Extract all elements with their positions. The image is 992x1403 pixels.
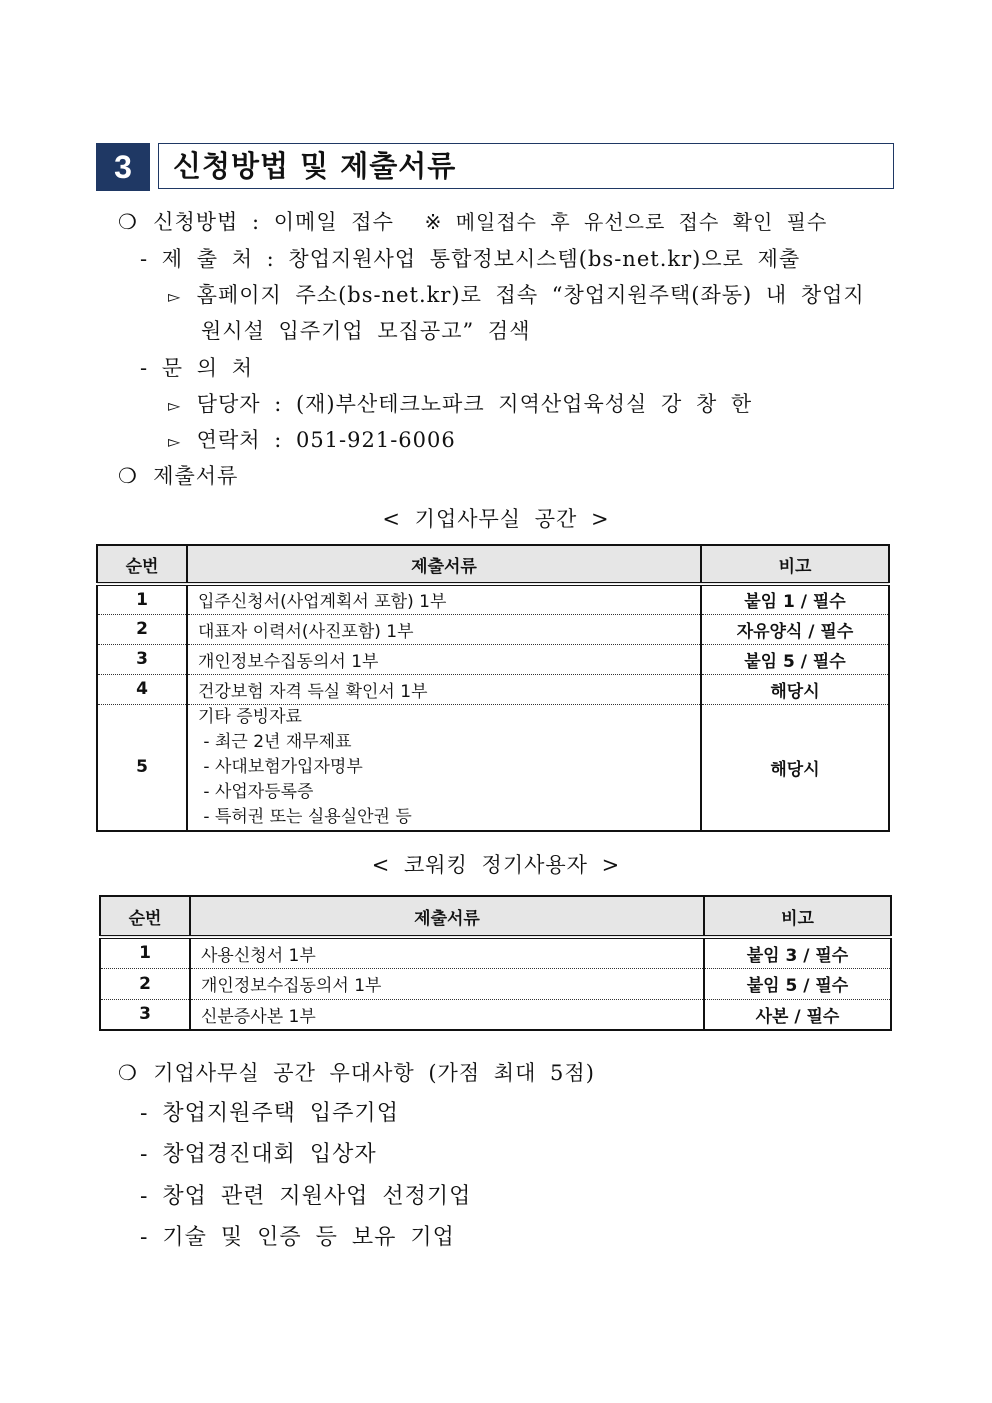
table-row bbox=[97, 704, 889, 831]
preference-item: - 창업 관련 지원사업 선정기업 bbox=[140, 1184, 472, 1209]
section-number: 3 bbox=[96, 143, 150, 191]
contact-person: 담당자 : (재)부산테크노파크 지역산업육성실 강 창 한 bbox=[196, 392, 753, 416]
table-row bbox=[97, 644, 889, 674]
row-number: 3 bbox=[100, 999, 190, 1030]
contact-person-line bbox=[168, 389, 752, 421]
triangle-marker-icon: ▻ bbox=[168, 396, 182, 415]
circle-bullet-icon: ❍ bbox=[118, 1061, 138, 1085]
row-number: 4 bbox=[97, 674, 187, 704]
table-row bbox=[100, 968, 891, 999]
column-header: 비고 bbox=[704, 896, 891, 937]
document-note: 자유양식 / 필수 bbox=[701, 614, 889, 644]
homepage-line-2: 원시설 입주기업 모집공고” 검색 bbox=[201, 319, 531, 343]
table-row bbox=[100, 999, 891, 1030]
document-note: 해당시 bbox=[701, 674, 889, 704]
column-header: 비고 bbox=[701, 545, 889, 584]
apply-method-note: ※ 메일접수 후 유선으로 접수 확인 필수 bbox=[424, 210, 828, 234]
document-note: 붙임 5 / 필수 bbox=[701, 644, 889, 674]
document-note: 붙임 3 / 필수 bbox=[704, 937, 891, 968]
contact-phone-line bbox=[168, 425, 456, 457]
document-name-list bbox=[187, 704, 701, 831]
table-row bbox=[97, 614, 889, 644]
column-header: 제출서류 bbox=[187, 545, 701, 584]
document-name: 개인정보수집동의서 1부 bbox=[187, 644, 701, 674]
section-header bbox=[96, 143, 896, 191]
row-number: 2 bbox=[97, 614, 187, 644]
document-line: - 최근 2년 재무제표 bbox=[198, 731, 352, 752]
office-docs-table bbox=[96, 544, 890, 832]
document-note: 붙임 1 / 필수 bbox=[701, 584, 889, 614]
apply-method: 신청방법 : 이메일 접수 bbox=[153, 210, 394, 234]
row-number: 1 bbox=[100, 937, 190, 968]
document-name: 입주신청서(사업계획서 포함) 1부 bbox=[187, 584, 701, 614]
row-number: 5 bbox=[97, 704, 187, 831]
document-name: 대표자 이력서(사진포함) 1부 bbox=[187, 614, 701, 644]
table-row bbox=[97, 674, 889, 704]
column-header: 제출서류 bbox=[190, 896, 704, 937]
document-line: - 사대보험가입자명부 bbox=[198, 756, 363, 777]
row-number: 2 bbox=[100, 968, 190, 999]
table-row bbox=[100, 937, 891, 968]
circle-bullet-icon: ❍ bbox=[118, 464, 138, 488]
document-name: 신분증사본 1부 bbox=[190, 999, 704, 1030]
preference-heading: 기업사무실 공간 우대사항 (가점 최대 5점) bbox=[153, 1061, 595, 1085]
section-title: 신청방법 및 제출서류 bbox=[158, 143, 894, 189]
document-name: 건강보험 자격 득실 확인서 1부 bbox=[187, 674, 701, 704]
document-name: 사용신청서 1부 bbox=[190, 937, 704, 968]
column-header: 순번 bbox=[97, 545, 187, 584]
triangle-marker-icon: ▻ bbox=[168, 287, 182, 306]
document-line: - 사업자등록증 bbox=[198, 781, 314, 802]
docs-heading-line bbox=[118, 461, 238, 491]
preference-heading-line bbox=[118, 1058, 595, 1088]
document-note: 붙임 5 / 필수 bbox=[704, 968, 891, 999]
circle-bullet-icon: ❍ bbox=[118, 210, 138, 234]
inquiry-label: - 문 의 처 bbox=[140, 356, 253, 380]
preference-item: - 창업경진대회 입상자 bbox=[140, 1142, 377, 1167]
table-row bbox=[97, 584, 889, 614]
row-number: 3 bbox=[97, 644, 187, 674]
document-line: - 특허권 또는 실용실안권 등 bbox=[198, 806, 412, 827]
preference-item: - 기술 및 인증 등 보유 기업 bbox=[140, 1225, 455, 1250]
triangle-marker-icon: ▻ bbox=[168, 432, 182, 451]
document-line: 기타 증빙자료 bbox=[198, 706, 302, 727]
table2-caption: < 코워킹 정기사용자 > bbox=[371, 853, 621, 877]
row-number: 1 bbox=[97, 584, 187, 614]
column-header: 순번 bbox=[100, 896, 190, 937]
document-note: 해당시 bbox=[701, 704, 889, 831]
document-note: 사본 / 필수 bbox=[704, 999, 891, 1030]
submission-destination: - 제 출 처 : 창업지원사업 통합정보시스템(bs-net.kr)으로 제출 bbox=[140, 247, 801, 271]
docs-heading: 제출서류 bbox=[153, 464, 239, 488]
document-name: 개인정보수집동의서 1부 bbox=[190, 968, 704, 999]
table1-caption: < 기업사무실 공간 > bbox=[382, 507, 610, 531]
apply-method-line bbox=[118, 207, 827, 237]
homepage-text-1: 홈페이지 주소(bs-net.kr)로 접속 “창업지원주택(좌동) 내 창업지 bbox=[196, 283, 865, 307]
preference-item: - 창업지원주택 입주기업 bbox=[140, 1101, 399, 1126]
coworking-docs-table bbox=[99, 895, 892, 1031]
homepage-line-1 bbox=[168, 280, 865, 312]
contact-phone: 연락처 : 051-921-6006 bbox=[196, 428, 456, 452]
